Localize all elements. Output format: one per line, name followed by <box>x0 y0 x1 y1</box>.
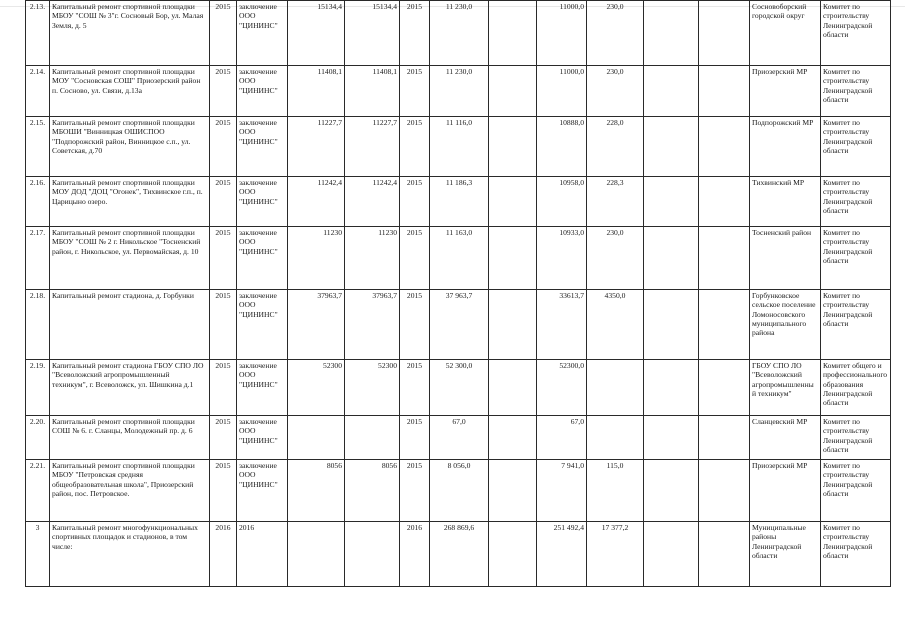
estimated-cost-cell <box>288 416 345 460</box>
blank-cell <box>699 522 750 587</box>
federal-funding-cell <box>489 522 537 587</box>
document-line: заключение <box>239 461 277 470</box>
implementation-year-cell: 2015 <box>400 66 430 117</box>
other-funding-cell <box>644 416 699 460</box>
estimated-cost-current-cell: 52300 <box>345 360 400 416</box>
expertise-document-cell <box>237 460 288 522</box>
total-funding-cell: 37 963,7 <box>430 290 489 360</box>
local-funding-cell: 17 377,2 <box>587 522 644 587</box>
municipality-cell: Приозерский МР <box>750 66 821 117</box>
object-name-cell: Капитальный ремонт спортивной площадки СОШ № 6. г. Сланцы, Молодежный пр. д. 6 <box>50 416 210 460</box>
table-row <box>26 227 891 290</box>
local-funding-cell: 4350,0 <box>587 290 644 360</box>
implementation-year-cell: 2015 <box>400 360 430 416</box>
row-number-cell: 2.13. <box>26 1 50 66</box>
expertise-document-cell <box>237 117 288 177</box>
document-line: ООО <box>239 76 256 86</box>
row-number-cell: 2.21. <box>26 460 50 522</box>
regional-funding-cell: 11000,0 <box>537 66 587 117</box>
municipality-cell: Сосновоборский городской округ <box>750 1 821 66</box>
blank-cell <box>699 117 750 177</box>
local-funding-cell: 230,0 <box>587 227 644 290</box>
implementation-year-cell: 2015 <box>400 1 430 66</box>
document-line: ООО <box>239 300 256 310</box>
municipality-cell: Тихвинский МР <box>750 177 821 227</box>
object-name-cell: Капитальный ремонт спортивной площадки МБОШИ "Винницкая ОШИСПОО "Подпорожский район, Винницкое с.п., ул. Советская, д.70 <box>50 117 210 177</box>
responsible-executor-cell: Комитет по строительству Ленинградской области <box>821 1 891 66</box>
estimated-cost-current-cell: 37963,7 <box>345 290 400 360</box>
row-number-cell: 2.14. <box>26 66 50 117</box>
local-funding-cell: 230,0 <box>587 66 644 117</box>
expertise-document-cell <box>237 360 288 416</box>
total-funding-cell: 11 163,0 <box>430 227 489 290</box>
design-year-cell: 2015 <box>210 1 237 66</box>
row-number-cell: 3 <box>26 522 50 587</box>
document-line: "ЦИНИНС" <box>239 196 278 206</box>
federal-funding-cell <box>489 360 537 416</box>
blank-cell <box>699 1 750 66</box>
object-name-cell: Капитальный ремонт спортивной площадки МБОУ "СОШ № 2 г. Никольское "Тосненский район, г. Никольское, ул. Первомайская, д. 10 <box>50 227 210 290</box>
municipality-cell: Приозерский МР <box>750 460 821 522</box>
total-funding-cell: 67,0 <box>430 416 489 460</box>
federal-funding-cell <box>489 460 537 522</box>
estimated-cost-cell: 11230 <box>288 227 345 290</box>
municipality-cell: Муниципальные районы Ленинградской области <box>750 522 821 587</box>
blank-cell <box>699 66 750 117</box>
document-line: ООО <box>239 127 256 137</box>
implementation-year-cell: 2015 <box>400 117 430 177</box>
other-funding-cell <box>644 177 699 227</box>
document-line: заключение <box>239 291 277 300</box>
table-row <box>26 290 891 360</box>
document-line: ООО <box>239 187 256 197</box>
table-row <box>26 117 891 177</box>
other-funding-cell <box>644 1 699 66</box>
design-year-cell: 2015 <box>210 177 237 227</box>
expertise-document-cell <box>237 1 288 66</box>
municipality-cell: Тосненский район <box>750 227 821 290</box>
document-line: ООО <box>239 370 256 380</box>
expertise-document-cell <box>237 66 288 117</box>
federal-funding-cell <box>489 117 537 177</box>
regional-funding-cell: 10888,0 <box>537 117 587 177</box>
local-funding-cell: 230,0 <box>587 1 644 66</box>
responsible-executor-cell: Комитет по строительству Ленинградской области <box>821 66 891 117</box>
document-line: "ЦИНИНС" <box>239 20 278 30</box>
object-name-cell: Капитальный ремонт спортивной площадки МОУ ДОД "ДОЦ "Огонек", Тихвинское г.п., п. Царицыно озеро. <box>50 177 210 227</box>
row-number-cell: 2.17. <box>26 227 50 290</box>
blank-cell <box>699 416 750 460</box>
estimated-cost-cell: 11408,1 <box>288 66 345 117</box>
document-line: "ЦИНИНС" <box>239 479 278 489</box>
regional-funding-cell: 7 941,0 <box>537 460 587 522</box>
responsible-executor-cell: Комитет по строительству Ленинградской области <box>821 522 891 587</box>
blank-cell <box>699 360 750 416</box>
table-row <box>26 1 891 66</box>
table-row <box>26 522 891 587</box>
other-funding-cell <box>644 360 699 416</box>
total-funding-cell: 268 869,6 <box>430 522 489 587</box>
responsible-executor-cell: Комитет общего и профессионального образования Ленинградской области <box>821 360 891 416</box>
estimated-cost-current-cell <box>345 522 400 587</box>
responsible-executor-cell: Комитет по строительству Ленинградской области <box>821 290 891 360</box>
document-line: "ЦИНИНС" <box>239 85 278 95</box>
other-funding-cell <box>644 227 699 290</box>
municipality-cell: Подпорожский МР <box>750 117 821 177</box>
federal-funding-cell <box>489 416 537 460</box>
document-line: заключение <box>239 2 277 11</box>
estimated-cost-cell: 11242,4 <box>288 177 345 227</box>
expertise-document-cell <box>237 522 288 587</box>
federal-funding-cell <box>489 290 537 360</box>
local-funding-cell <box>587 360 644 416</box>
estimated-cost-cell: 37963,7 <box>288 290 345 360</box>
local-funding-cell: 115,0 <box>587 460 644 522</box>
row-number-cell: 2.19. <box>26 360 50 416</box>
implementation-year-cell: 2015 <box>400 177 430 227</box>
expertise-document-cell <box>237 290 288 360</box>
regional-funding-cell: 11000,0 <box>537 1 587 66</box>
total-funding-cell: 11 116,0 <box>430 117 489 177</box>
responsible-executor-cell: Комитет по строительству Ленинградской области <box>821 416 891 460</box>
local-funding-cell: 228,3 <box>587 177 644 227</box>
estimated-cost-cell: 52300 <box>288 360 345 416</box>
blank-cell <box>699 177 750 227</box>
local-funding-cell: 228,0 <box>587 117 644 177</box>
document-line: заключение <box>239 361 277 370</box>
row-number-cell: 2.16. <box>26 177 50 227</box>
blank-cell <box>699 290 750 360</box>
document-line: 2016 <box>239 523 255 532</box>
row-number-cell: 2.18. <box>26 290 50 360</box>
regional-funding-cell: 33613,7 <box>537 290 587 360</box>
regional-funding-cell: 67,0 <box>537 416 587 460</box>
blank-cell <box>699 460 750 522</box>
implementation-year-cell: 2015 <box>400 290 430 360</box>
total-funding-cell: 52 300,0 <box>430 360 489 416</box>
row-number-cell: 2.20. <box>26 416 50 460</box>
federal-funding-cell <box>489 66 537 117</box>
municipality-cell: Горбунковское сельское поселение Ломоносовского муниципального района <box>750 290 821 360</box>
estimated-cost-cell: 11227,7 <box>288 117 345 177</box>
table-row <box>26 460 891 522</box>
other-funding-cell <box>644 522 699 587</box>
design-year-cell: 2015 <box>210 460 237 522</box>
design-year-cell: 2015 <box>210 360 237 416</box>
federal-funding-cell <box>489 1 537 66</box>
design-year-cell: 2015 <box>210 227 237 290</box>
estimated-cost-current-cell <box>345 416 400 460</box>
design-year-cell: 2015 <box>210 117 237 177</box>
design-year-cell: 2015 <box>210 290 237 360</box>
document-line: ООО <box>239 426 256 436</box>
expertise-document-cell <box>237 416 288 460</box>
document-line: ООО <box>239 470 256 480</box>
document-line: "ЦИНИНС" <box>239 435 278 445</box>
regional-funding-cell: 10933,0 <box>537 227 587 290</box>
implementation-year-cell: 2015 <box>400 416 430 460</box>
implementation-year-cell: 2015 <box>400 460 430 522</box>
document-line: заключение <box>239 417 277 426</box>
responsible-executor-cell: Комитет по строительству Ленинградской области <box>821 227 891 290</box>
other-funding-cell <box>644 460 699 522</box>
document-line: "ЦИНИНС" <box>239 379 278 389</box>
federal-funding-cell <box>489 227 537 290</box>
object-name-cell: Капитальный ремонт спортивной площадки МБОУ "Петровская средняя общеобразовательная школа", Приозерский район, пос. Петровское. <box>50 460 210 522</box>
estimated-cost-current-cell: 11408,1 <box>345 66 400 117</box>
municipality-cell: Сланцевский МР <box>750 416 821 460</box>
design-year-cell: 2015 <box>210 416 237 460</box>
object-name-cell: Капитальный ремонт спортивной площадки МБОУ "СОШ № 3"г. Сосновый Бор, ул. Малая Земля, д. 5 <box>50 1 210 66</box>
estimated-cost-current-cell: 15134,4 <box>345 1 400 66</box>
table-row <box>26 360 891 416</box>
estimated-cost-cell: 15134,4 <box>288 1 345 66</box>
estimated-cost-cell: 8056 <box>288 460 345 522</box>
object-name-cell: Капитальный ремонт многофункциональных спортивных площадок и стадионов, в том числе: <box>50 522 210 587</box>
expertise-document-cell <box>237 227 288 290</box>
other-funding-cell <box>644 117 699 177</box>
expertise-document-cell <box>237 177 288 227</box>
responsible-executor-cell: Комитет по строительству Ленинградской области <box>821 460 891 522</box>
blank-cell <box>699 227 750 290</box>
total-funding-cell: 11 230,0 <box>430 66 489 117</box>
estimated-cost-current-cell: 8056 <box>345 460 400 522</box>
table-row <box>26 177 891 227</box>
program-table <box>25 0 891 587</box>
municipality-cell: ГБОУ СПО ЛО "Всеволожский агропромышленны й техникум" <box>750 360 821 416</box>
local-funding-cell <box>587 416 644 460</box>
object-name-cell: Капитальный ремонт спортивной площадки МОУ "Сосновская СОШ" Приозерский район п. Сосново, ул. Связи, д.13а <box>50 66 210 117</box>
responsible-executor-cell: Комитет по строительству Ленинградской области <box>821 117 891 177</box>
total-funding-cell: 8 056,0 <box>430 460 489 522</box>
object-name-cell: Капитальный ремонт стадиона, д. Горбунки <box>50 290 210 360</box>
object-name-cell: Капитальный ремонт стадиона ГБОУ СПО ЛО "Всеволожский агропромышленный техникум", г. Всеволожск, ул. Шишкина д.1 <box>50 360 210 416</box>
estimated-cost-current-cell: 11242,4 <box>345 177 400 227</box>
document-line: заключение <box>239 228 277 237</box>
document-line: "ЦИНИНС" <box>239 309 278 319</box>
implementation-year-cell: 2015 <box>400 227 430 290</box>
document-line: заключение <box>239 178 277 187</box>
implementation-year-cell: 2016 <box>400 522 430 587</box>
responsible-executor-cell: Комитет по строительству Ленинградской области <box>821 177 891 227</box>
row-number-cell: 2.15. <box>26 117 50 177</box>
document-line: заключение <box>239 118 277 127</box>
regional-funding-cell: 10958,0 <box>537 177 587 227</box>
design-year-cell: 2015 <box>210 66 237 117</box>
total-funding-cell: 11 186,3 <box>430 177 489 227</box>
document-line: "ЦИНИНС" <box>239 246 278 256</box>
regional-funding-cell: 251 492,4 <box>537 522 587 587</box>
design-year-cell: 2016 <box>210 522 237 587</box>
estimated-cost-cell <box>288 522 345 587</box>
table-row <box>26 66 891 117</box>
estimated-cost-current-cell: 11230 <box>345 227 400 290</box>
other-funding-cell <box>644 290 699 360</box>
regional-funding-cell: 52300,0 <box>537 360 587 416</box>
total-funding-cell: 11 230,0 <box>430 1 489 66</box>
estimated-cost-current-cell: 11227,7 <box>345 117 400 177</box>
document-line: ООО <box>239 237 256 247</box>
document-line: ООО <box>239 11 256 21</box>
document-line: заключение <box>239 67 277 76</box>
federal-funding-cell <box>489 177 537 227</box>
table-row <box>26 416 891 460</box>
other-funding-cell <box>644 66 699 117</box>
document-line: "ЦИНИНС" <box>239 136 278 146</box>
